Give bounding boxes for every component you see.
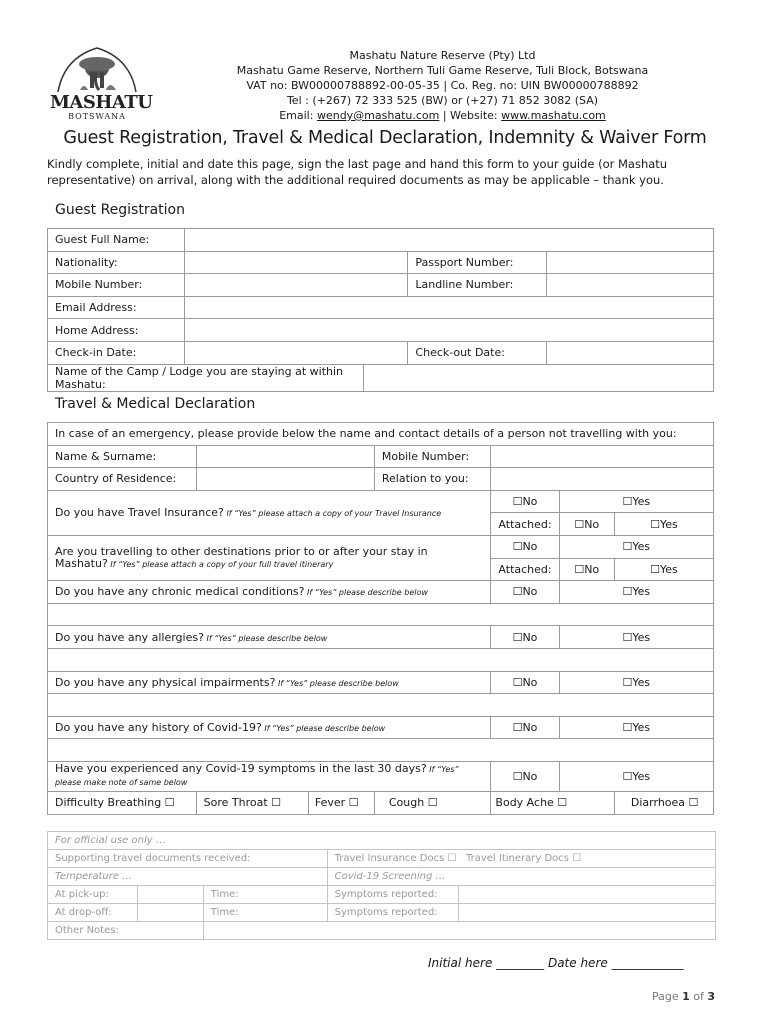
question-note: If “Yes” please attach a copy of your full travel itinerary — [107, 559, 334, 569]
table-row — [48, 868, 716, 886]
emergency-name-label: Name & Surname: — [48, 445, 197, 468]
table-row — [48, 490, 714, 513]
emergency-mobile-label: Mobile Number: — [374, 445, 491, 468]
landline-field[interactable] — [547, 274, 714, 297]
table-row — [48, 922, 716, 940]
pickup-label: At pick-up: — [48, 886, 138, 904]
table-row — [48, 791, 714, 814]
nationality-label: Nationality: — [48, 251, 185, 274]
emergency-name-field[interactable] — [196, 445, 374, 468]
official-use-table — [47, 831, 716, 940]
pickup-temperature-field[interactable] — [137, 886, 203, 904]
covid-history-question — [48, 716, 491, 739]
question-note: If “Yes” please describe below — [261, 724, 386, 734]
table-row — [48, 535, 714, 558]
question-text: Do you have any allergies? — [55, 630, 204, 644]
home-address-field[interactable] — [184, 319, 713, 342]
passport-label: Passport Number: — [408, 251, 547, 274]
emergency-instructions: In case of an emergency, please provide below the name and contact details of a person not travelling with you: — [48, 423, 714, 446]
question-text: Have you experienced any Covid-19 symptoms in the last 30 days? — [55, 762, 427, 776]
mobile-label: Mobile Number: — [48, 274, 185, 297]
covid-symptoms-no-checkbox[interactable]: ☐No — [491, 761, 559, 791]
physical-yes-checkbox[interactable]: ☐Yes — [559, 671, 713, 694]
chronic-description-field[interactable] — [48, 603, 714, 626]
question-note: If “Yes” please describe below — [275, 678, 399, 688]
allergies-no-checkbox[interactable]: ☐No — [491, 626, 559, 649]
symptom-breathing-checkbox[interactable]: Difficulty Breathing ☐ — [48, 791, 197, 814]
page-of: of — [689, 990, 708, 1003]
symptom-diarrhoea-checkbox[interactable]: Diarrhoea ☐ — [614, 791, 713, 814]
pickup-time-label: Time: — [203, 886, 327, 904]
travel-medical-table — [47, 422, 714, 815]
company-name: Mashatu Nature Reserve (Pty) Ltd — [349, 49, 536, 62]
covid-symptoms-question — [48, 761, 491, 791]
itinerary-attached-yes-checkbox[interactable]: ☐Yes — [614, 558, 713, 581]
chronic-conditions-question — [48, 581, 491, 604]
table-row — [48, 423, 714, 446]
home-address-label: Home Address: — [48, 319, 185, 342]
table-row — [48, 626, 714, 649]
emergency-relation-field[interactable] — [491, 468, 714, 491]
table-row — [48, 832, 716, 850]
attached-label: Attached: — [491, 558, 559, 581]
table-row — [48, 229, 714, 252]
table-row — [48, 319, 714, 342]
mobile-field[interactable] — [184, 274, 408, 297]
question-text: Do you have Travel Insurance? — [55, 506, 224, 520]
company-details — [200, 48, 685, 123]
travel-insurance-question — [48, 490, 491, 535]
table-row — [48, 296, 714, 319]
dropoff-label: At drop-off: — [48, 904, 138, 922]
initial-date-line: Initial here ________ Date here ____________ — [428, 956, 684, 970]
covid-symptoms-yes-checkbox[interactable]: ☐Yes — [559, 761, 713, 791]
table-row — [48, 761, 714, 791]
company-logo — [50, 42, 153, 122]
table-row — [48, 694, 714, 717]
insurance-yes-checkbox[interactable]: ☐Yes — [559, 490, 713, 513]
physical-description-field[interactable] — [48, 694, 714, 717]
checkin-field[interactable] — [184, 341, 408, 364]
checkout-label: Check-out Date: — [408, 341, 547, 364]
supporting-docs-checkboxes — [327, 850, 715, 868]
passport-field[interactable] — [547, 251, 714, 274]
table-row — [48, 445, 714, 468]
table-row — [48, 581, 714, 604]
covid-history-no-checkbox[interactable]: ☐No — [491, 716, 559, 739]
question-note: If “Yes” please attach a copy of your Travel Insurance — [223, 509, 442, 519]
website-link[interactable]: www.mashatu.com — [501, 109, 606, 122]
itinerary-docs-checkbox[interactable]: Travel Itinerary Docs ☐ — [465, 853, 582, 864]
dropoff-symptoms-label: Symptoms reported: — [327, 904, 459, 922]
table-row — [48, 648, 714, 671]
table-row — [48, 603, 714, 626]
table-row — [48, 671, 714, 694]
itinerary-attached-no-checkbox[interactable]: ☐No — [559, 558, 614, 581]
symptom-fever-checkbox[interactable]: Fever ☐ — [308, 791, 374, 814]
table-row — [48, 364, 714, 391]
table-row — [48, 251, 714, 274]
camp-field[interactable] — [363, 364, 713, 391]
temperature-label: Temperature … — [48, 868, 328, 886]
table-row — [48, 468, 714, 491]
website-label: | Website: — [439, 109, 502, 122]
table-row — [48, 341, 714, 364]
guest-registration-table — [47, 228, 714, 392]
question-note: If “Yes” please make note of same below — [55, 765, 459, 788]
company-contact — [200, 108, 685, 123]
supporting-docs-label: Supporting travel documents received: — [48, 850, 328, 868]
dropoff-symptoms-field[interactable] — [459, 904, 716, 922]
insurance-no-checkbox[interactable]: ☐No — [491, 490, 559, 513]
logo-subtitle: BOTSWANA — [68, 112, 126, 121]
travel-medical-heading: Travel & Medical Declaration — [55, 396, 256, 412]
insurance-attached-yes-checkbox[interactable]: ☐Yes — [614, 513, 713, 536]
covid-history-yes-checkbox[interactable]: ☐Yes — [559, 716, 713, 739]
symptom-sore-throat-checkbox[interactable]: Sore Throat ☐ — [196, 791, 308, 814]
covid-history-description-field[interactable] — [48, 739, 714, 762]
emergency-relation-label: Relation to you: — [374, 468, 491, 491]
company-registration: VAT no: BW00000788892-00-05-35 | Co. Reg. no: UIN BW00000788892 — [246, 79, 639, 92]
table-row — [48, 274, 714, 297]
destinations-no-checkbox[interactable]: ☐No — [491, 535, 559, 558]
other-notes-label: Other Notes: — [48, 922, 204, 940]
allergies-question — [48, 626, 491, 649]
table-row — [48, 886, 716, 904]
company-address: Mashatu Game Reserve, Northern Tuli Game Reserve, Tuli Block, Botswana — [236, 64, 649, 77]
email-label: Email Address: — [48, 296, 185, 319]
email-field[interactable] — [184, 296, 713, 319]
table-row — [48, 716, 714, 739]
allergies-yes-checkbox[interactable]: ☐Yes — [559, 626, 713, 649]
total-pages: 3 — [707, 990, 716, 1003]
attached-label: Attached: — [491, 513, 559, 536]
nationality-field[interactable] — [184, 251, 408, 274]
pickup-symptoms-field[interactable] — [459, 886, 716, 904]
guest-name-field[interactable] — [184, 229, 713, 252]
question-text: Do you have any chronic medical conditions? — [55, 585, 305, 599]
landline-label: Landline Number: — [408, 274, 547, 297]
physical-impairments-question — [48, 671, 491, 694]
elephant-logo-icon — [50, 42, 144, 94]
form-title: Guest Registration, Travel & Medical Declaration, Indemnity & Waiver Form — [63, 128, 707, 148]
symptom-cough-checkbox[interactable]: Cough ☐ — [374, 791, 491, 814]
current-page: 1 — [682, 990, 690, 1003]
insurance-docs-checkbox[interactable]: Travel Insurance Docs ☐ — [334, 853, 457, 864]
table-row — [48, 739, 714, 762]
question-note: If “Yes” please describe below — [304, 588, 428, 598]
insurance-attached-no-checkbox[interactable]: ☐No — [559, 513, 614, 536]
symptom-body-ache-checkbox[interactable]: Body Ache ☐ — [491, 791, 614, 814]
emergency-country-field[interactable] — [196, 468, 374, 491]
table-row — [48, 904, 716, 922]
chronic-yes-checkbox[interactable]: ☐Yes — [559, 581, 713, 604]
other-notes-field[interactable] — [203, 922, 715, 940]
question-text: Do you have any history of Covid-19? — [55, 721, 262, 735]
question-text: Are you travelling to other destinations prior to or after your stay in Mashatu? — [55, 544, 428, 570]
question-text: Do you have any physical impairments? — [55, 675, 276, 689]
allergies-description-field[interactable] — [48, 648, 714, 671]
logo-name: MASHATU — [50, 92, 153, 113]
checkout-field[interactable] — [547, 341, 714, 364]
question-note: If “Yes” please describe below — [203, 633, 328, 643]
screening-label: Covid-19 Screening … — [327, 868, 715, 886]
dropoff-time-label: Time: — [203, 904, 327, 922]
dropoff-temperature-field[interactable] — [137, 904, 203, 922]
camp-label: Name of the Camp / Lodge you are staying at within Mashatu: — [48, 364, 364, 391]
chronic-no-checkbox[interactable]: ☐No — [491, 581, 559, 604]
table-row — [48, 850, 716, 868]
physical-no-checkbox[interactable]: ☐No — [491, 671, 559, 694]
pickup-symptoms-label: Symptoms reported: — [327, 886, 459, 904]
guest-name-label: Guest Full Name: — [48, 229, 185, 252]
guest-registration-heading: Guest Registration — [55, 202, 185, 218]
official-use-heading: For official use only … — [48, 832, 716, 850]
travel-destinations-question — [48, 535, 491, 580]
emergency-country-label: Country of Residence: — [48, 468, 197, 491]
email-label: Email: — [279, 109, 317, 122]
company-telephone: Tel : (+267) 72 333 525 (BW) or (+27) 71 852 3082 (SA) — [286, 94, 599, 107]
page-indicator — [652, 990, 715, 1003]
destinations-yes-checkbox[interactable]: ☐Yes — [559, 535, 713, 558]
emergency-mobile-field[interactable] — [491, 445, 714, 468]
checkin-label: Check-in Date: — [48, 341, 185, 364]
email-link[interactable]: wendy@mashatu.com — [316, 109, 440, 122]
page-label: Page — [652, 990, 683, 1003]
form-instructions: Kindly complete, initial and date this page, sign the last page and hand this form to your guide (or Mashatu representative) on arrival, along with the additional required documents as may be applicable – thank you. — [47, 157, 668, 187]
